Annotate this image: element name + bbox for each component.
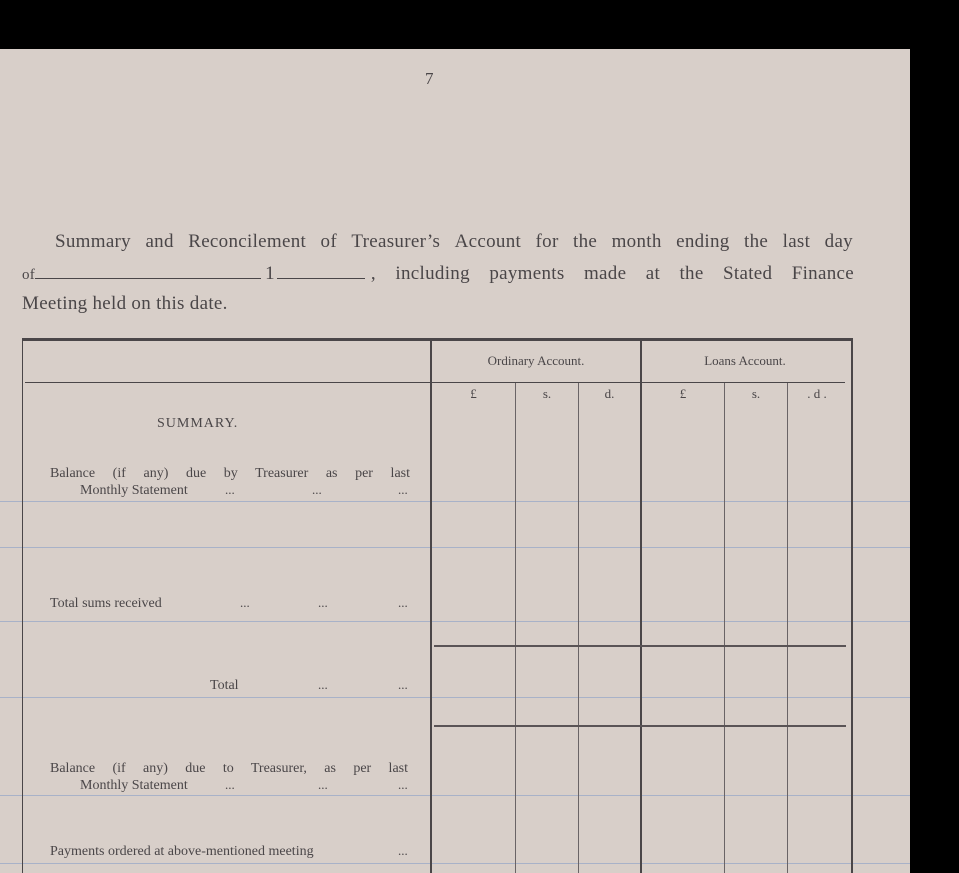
heading-line-1 — [55, 231, 853, 253]
column-divider — [640, 341, 642, 873]
unit-divider — [724, 383, 725, 873]
column-divider — [430, 341, 432, 873]
heading-word: last — [782, 231, 811, 252]
balance-due-to-line2: Monthly Statement — [80, 778, 188, 793]
header-rule — [25, 382, 845, 383]
leader-dots: ... — [318, 677, 328, 692]
year-prefix: 1 — [265, 263, 275, 284]
shillings-unit: s. — [542, 386, 552, 401]
total-rule — [434, 645, 846, 647]
leader-dots: ... — [318, 595, 328, 610]
total-rule — [434, 725, 846, 727]
leader-dots: ... — [398, 777, 408, 792]
unit-divider — [787, 383, 788, 873]
pence-unit: . d . — [807, 386, 827, 401]
heading-line-2-rest — [371, 263, 854, 285]
heading-word: Stated — [723, 263, 773, 284]
leader-dots: ... — [318, 777, 328, 792]
balance-due-by-line2: Monthly Statement — [80, 483, 188, 498]
pence-unit: d. — [604, 386, 615, 401]
heading-line-2 — [22, 263, 854, 285]
leader-dots: ... — [225, 482, 235, 497]
leader-dots: ... — [398, 595, 408, 610]
heading-word: payments — [489, 263, 565, 284]
heading-word: Treasurer’s — [351, 231, 441, 252]
heading-word: of — [320, 231, 337, 252]
heading-word: Summary — [55, 231, 131, 252]
page-number: 7 — [425, 69, 434, 88]
total-received-label: Total sums received — [50, 596, 162, 611]
heading-word: and — [145, 231, 174, 252]
summary-title: SUMMARY. — [157, 416, 239, 431]
shillings-unit: s. — [751, 386, 761, 401]
heading-word: Reconcilement — [188, 231, 307, 252]
ordinary-account-header: Ordinary Account. — [487, 353, 585, 368]
balance-due-by-line1: Balance (if any) due by Treasurer as per last — [50, 466, 410, 481]
leader-dots: ... — [398, 677, 408, 692]
unit-divider — [515, 383, 516, 873]
month-blank — [35, 277, 261, 279]
leader-dots: ... — [398, 482, 408, 497]
heading-word: day — [824, 231, 853, 252]
pounds-unit: £ — [679, 386, 687, 401]
leader-dots: ... — [240, 595, 250, 610]
heading-word: made — [583, 263, 627, 284]
heading-word: month — [611, 231, 662, 252]
heading-line-3: Meeting held on this date. — [22, 293, 228, 314]
heading-word: ending — [676, 231, 730, 252]
pounds-unit: £ — [470, 386, 477, 401]
total-label: Total — [210, 678, 239, 693]
document-page — [0, 49, 910, 873]
heading-word: the — [573, 231, 598, 252]
payments-ordered-label: Payments ordered at above-mentioned meeting — [50, 844, 314, 859]
heading-word: , — [370, 263, 376, 284]
balance-due-to-line1: Balance (if any) due to Treasurer, as per last — [50, 761, 408, 776]
heading-word: Finance — [791, 263, 854, 284]
leader-dots: ... — [312, 482, 322, 497]
heading-word: the — [679, 263, 704, 284]
leader-dots: ... — [398, 843, 408, 858]
heading-word: at — [645, 263, 661, 284]
loans-account-header: Loans Account. — [704, 353, 786, 368]
heading-word: including — [395, 263, 470, 284]
of-label: of — [22, 267, 36, 283]
heading-word: Account — [454, 231, 522, 252]
heading-word: the — [744, 231, 769, 252]
leader-dots: ... — [225, 777, 235, 792]
year-blank — [277, 277, 365, 279]
unit-divider — [578, 383, 579, 873]
heading-word: for — [535, 231, 559, 252]
